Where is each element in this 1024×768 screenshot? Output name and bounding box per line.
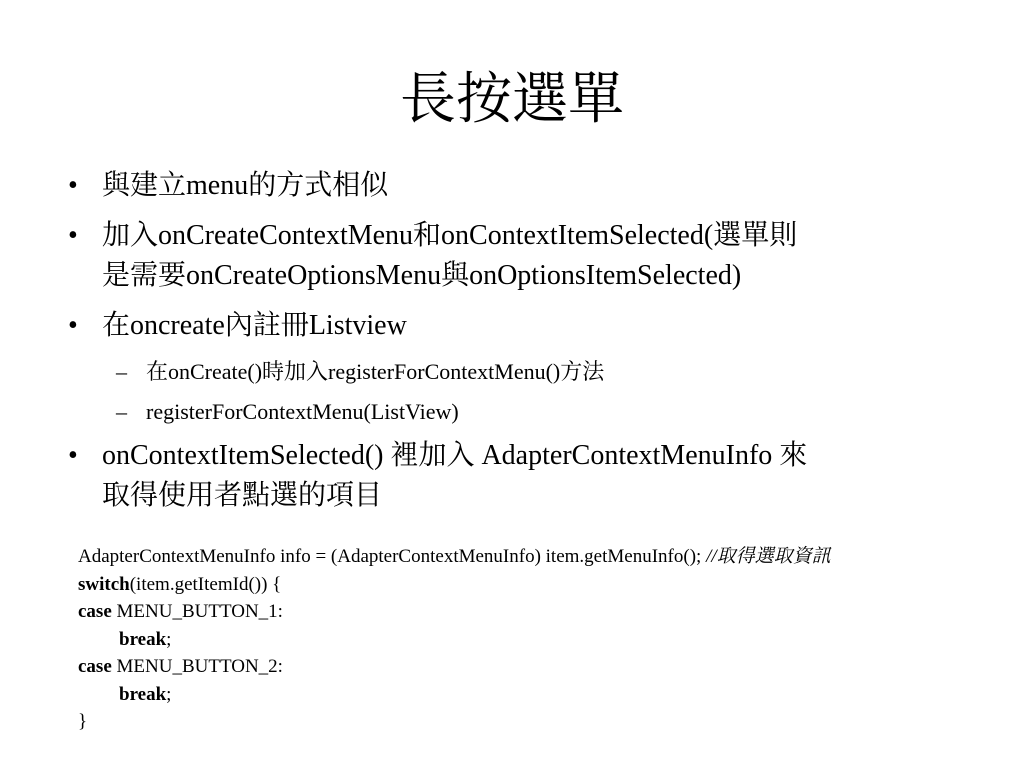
code-line [78, 571, 1008, 599]
code-text: (item.getItemId()) { [129, 573, 282, 595]
bullet-text: onContextItemSelected() 裡加入 AdapterContextMenuInfo 來 [102, 440, 808, 471]
code-keyword: case [78, 601, 112, 622]
bullet-text: 加入onCreateContextMenu和onContextItemSelected(選單則 [102, 220, 798, 251]
bullet-text-continued: 取得使用者點選的項目 [102, 480, 383, 511]
code-text: MENU_BUTTON_2: [111, 656, 283, 677]
bullet-marker: • [68, 440, 78, 471]
bullet-text: 與建立menu的方式相似 [102, 170, 389, 201]
sub-bullet-text: registerForContextMenu(ListView) [146, 399, 459, 424]
bullet-marker: • [68, 170, 78, 201]
code-comment: //取得選取資訊 [706, 546, 831, 567]
bullet-list [68, 166, 968, 526]
sub-bullet-group [68, 356, 968, 428]
sub-bullet-marker: – [116, 399, 127, 424]
bullet-marker: • [68, 220, 78, 251]
code-text: AdapterContextMenuInfo info = (AdapterContextMenuInfo) item.getMenuInfo(); [78, 546, 707, 567]
slide-title: 長按選單 [400, 69, 624, 131]
code-text: MENU_BUTTON_1: [111, 601, 283, 622]
code-keyword: case [78, 656, 112, 677]
sub-bullet-marker: – [116, 359, 127, 384]
code-text: } [78, 711, 88, 732]
bullet-item [68, 166, 968, 206]
code-line [78, 653, 1008, 681]
code-keyword: break [119, 628, 167, 650]
code-block [78, 543, 1008, 736]
bullet-item [68, 306, 968, 346]
code-line [78, 708, 1008, 736]
code-line [78, 543, 1008, 571]
bullet-text-continued: 是需要onCreateOptionsMenu與onOptionsItemSelected) [102, 260, 742, 291]
sub-bullet-item [68, 396, 968, 428]
code-keyword: switch [78, 573, 130, 595]
code-text: ; [166, 683, 172, 705]
code-line [78, 681, 1008, 709]
code-line [78, 598, 1008, 626]
code-text: ; [166, 628, 172, 650]
code-line [78, 626, 1008, 654]
bullet-item [68, 216, 968, 296]
sub-bullet-text: 在onCreate()時加入registerForContextMenu()方法 [146, 359, 605, 384]
bullet-item [68, 436, 968, 516]
bullet-marker: • [68, 310, 78, 341]
bullet-text: 在oncreate內註冊Listview [102, 310, 407, 341]
sub-bullet-list [68, 356, 968, 428]
code-keyword: break [119, 683, 167, 705]
sub-bullet-item [68, 356, 968, 388]
